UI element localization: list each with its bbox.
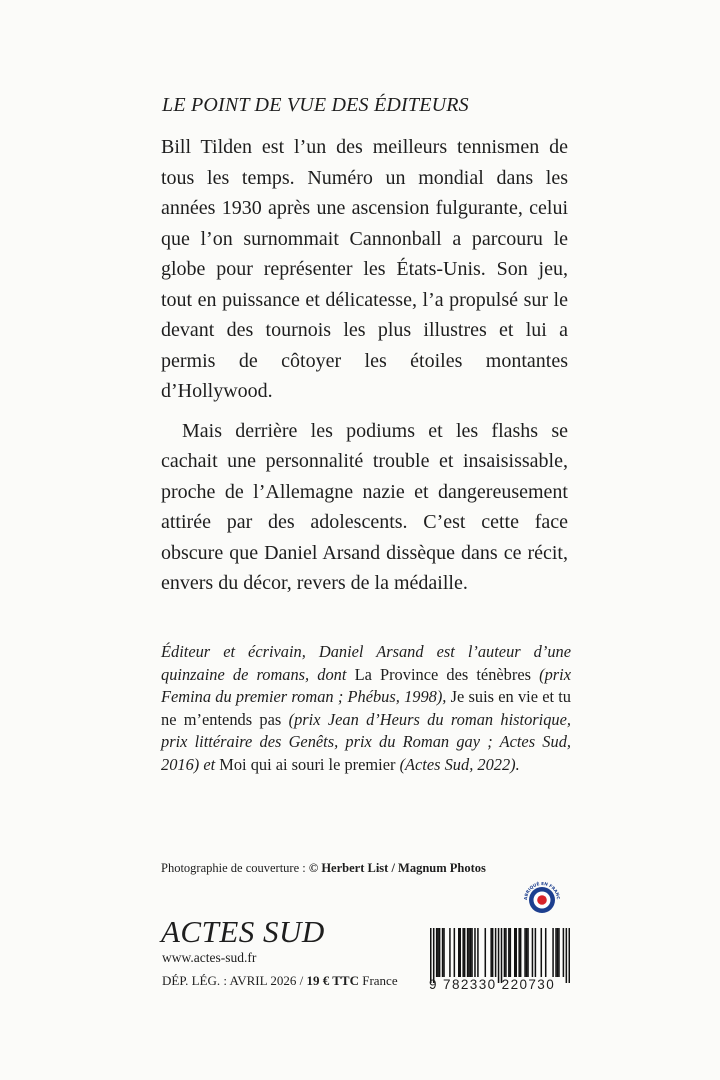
- blurb: [161, 132, 568, 599]
- section-heading: LE POINT DE VUE DES ÉDITEURS: [162, 94, 469, 116]
- barcode-bar: [520, 928, 522, 977]
- barcode-bar: [442, 928, 444, 977]
- barcode-bar: [468, 928, 470, 977]
- legal-suffix: France: [358, 973, 398, 988]
- price: 19 € TTC: [306, 973, 359, 988]
- author-bio: [161, 641, 571, 777]
- barcode-bar: [526, 928, 528, 977]
- barcode-bar: [458, 928, 460, 977]
- bio-text-3: (prix Jean d’Heurs du roman historique, prix littéraire des Genêts, prix du Roman gay ; Actes Sud, 2016) et: [161, 709, 571, 774]
- barcode-bar: [545, 928, 547, 977]
- isbn-number: 9 782330 220730: [429, 977, 556, 992]
- barcode-bar: [563, 928, 565, 977]
- barcode-bar: [454, 928, 456, 977]
- barcode-bar: [437, 928, 439, 977]
- bio-text-4: (Actes Sud, 2022).: [399, 754, 520, 774]
- barcode-bar: [474, 928, 476, 977]
- book-title-1: La Province des ténèbres: [354, 664, 531, 684]
- barcode-bar: [485, 928, 487, 977]
- barcode-bar: [555, 928, 557, 977]
- blurb-paragraph-1: Bill Tilden est l’un des meilleurs tennismen de tous les temps. Numéro un mondial dans les années 1930 après une ascension fulgurante, celui que l’on surnommait Cannonball a parcouru le globe pour représenter les États-Unis. Son jeu, tout en puissance et délicatesse, l’a propulsé sur le devant des tournois les plus illustres et lui a permis de côtoyer les étoiles montantes d’Hollywood.: [161, 136, 568, 402]
- barcode-bar: [470, 928, 472, 977]
- barcode: [430, 928, 570, 983]
- barcode-bar: [541, 928, 543, 977]
- barcode-bar: [504, 928, 506, 977]
- barcode-bar: [552, 928, 554, 977]
- photo-credit: [161, 861, 486, 876]
- publisher-logo: ACTES SUD: [161, 914, 325, 949]
- book-title-2: Je suis en vie et tu ne m’entends pas: [161, 687, 571, 729]
- barcode-bar: [462, 928, 464, 977]
- barcode-bar: [508, 928, 510, 977]
- barcode-bar: [557, 928, 559, 977]
- blurb-paragraph-2: Mais derrière les podiums et les flashs se cachait une personnalité trouble et insaisissable, proche de l’Allemagne nazie et dangereusement attirée par des adolescents. C’est cette face obscure que Daniel Arsand dissèque dans ce récit, envers du décor, revers de la médaille.: [161, 419, 568, 594]
- barcode-bar: [514, 928, 516, 977]
- barcode-bar: [433, 928, 435, 983]
- barcode-bar: [532, 928, 534, 977]
- barcode-bar: [501, 928, 503, 983]
- bio-text-2: (prix Femina du premier roman ; Phébus, 1998),: [161, 664, 571, 707]
- legal-prefix: DÉP. LÉG. : AVRIL 2026 /: [162, 973, 307, 988]
- barcode-bar: [535, 928, 537, 977]
- barcode-bar: [498, 928, 500, 983]
- bio-text-1: Éditeur et écrivain, Daniel Arsand est l’auteur d’une quinzaine de romans, dont: [161, 642, 571, 684]
- barcode-bar: [443, 928, 445, 977]
- barcode-bar: [492, 928, 494, 977]
- barcode-bar: [515, 928, 517, 977]
- barcode-bar: [495, 928, 497, 977]
- barcode-bar: [490, 928, 492, 977]
- barcode-bar: [430, 928, 432, 983]
- barcode-bar: [436, 928, 438, 977]
- barcode-bar: [527, 928, 529, 977]
- barcode-bar: [459, 928, 461, 977]
- barcode-bar: [524, 928, 526, 977]
- book-title-3: Moi qui ai souri le premier: [219, 754, 396, 774]
- photo-credit-name: © Herbert List / Magnum Photos: [308, 861, 486, 875]
- barcode-bar: [510, 928, 512, 977]
- barcode-bar: [449, 928, 451, 977]
- barcode-bar: [477, 928, 479, 977]
- barcode-bar: [558, 928, 560, 977]
- barcode-bar: [471, 928, 473, 977]
- publisher-url: www.actes-sud.fr: [162, 950, 257, 965]
- svg-text:FABRIQUÉ EN FRANCE: ABRIQUÉ EN FRANC: [522, 880, 562, 901]
- barcode-bar: [569, 928, 570, 983]
- legal-deposit: [162, 973, 398, 989]
- barcode-bar: [464, 928, 466, 977]
- barcode-bar: [566, 928, 568, 983]
- barcode-bar: [439, 928, 441, 977]
- barcode-bar: [467, 928, 469, 977]
- made-in-france-badge-icon: [521, 878, 563, 920]
- photo-credit-label: Photographie de couverture :: [161, 861, 309, 875]
- barcode-bar: [505, 928, 507, 977]
- barcode-bar: [518, 928, 520, 977]
